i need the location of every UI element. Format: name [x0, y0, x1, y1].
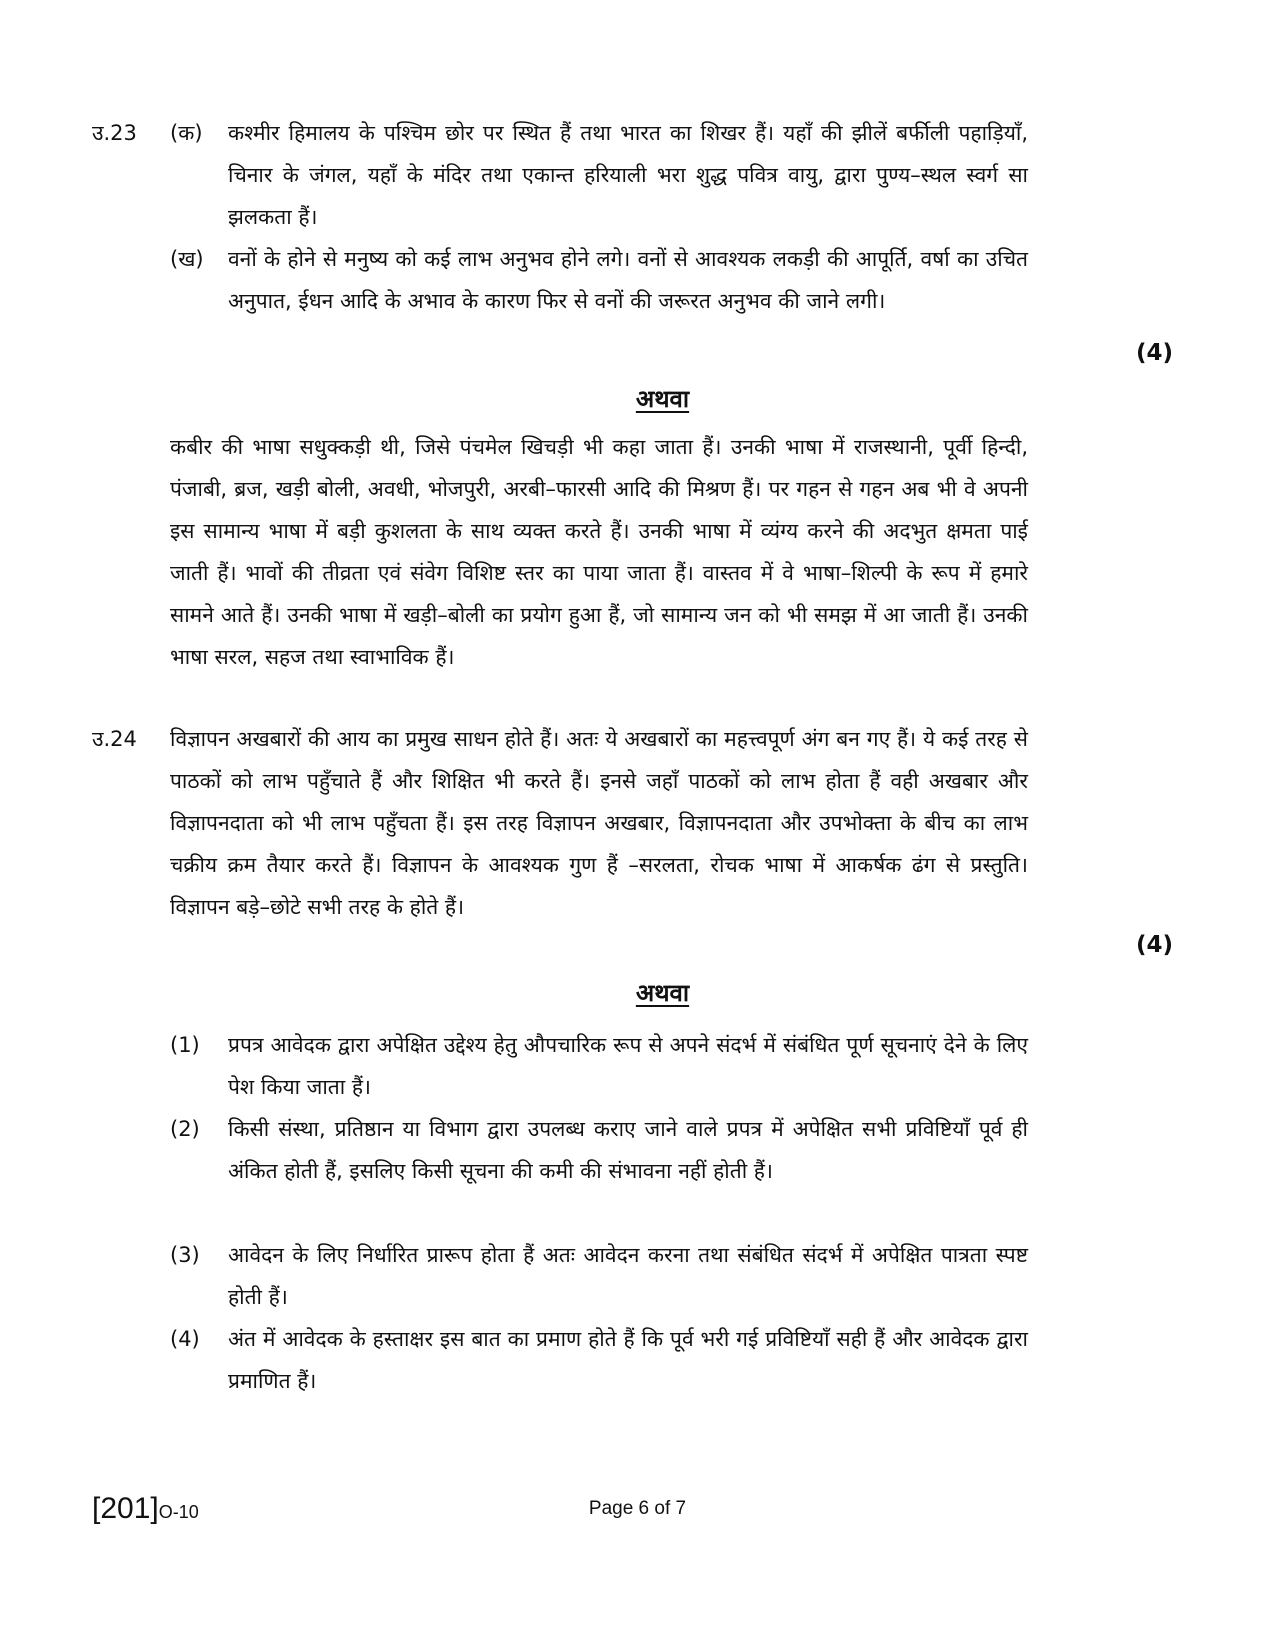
question-number-24: उ.24: [92, 727, 137, 751]
point-text-2: किसी संस्था, प्रतिष्ठान या विभाग द्वारा उपलब्ध कराए जाने वाले प्रपत्र में अपेक्षित सभी प्रविष्टियाँ पूर्व ही अंकित होती हैं, इसलिए किसी सूचना की कमी की संभावना नहीं होती हैं।: [228, 1117, 1028, 1183]
part-b-text: वनों के होने से मनुष्य को कई लाभ अनुभव होने लगे। वनों से आवश्यक लकड़ी की आपूर्ति, वर्षा का उचित अनुपात, ईधन आदि के अभाव के कारण फिर से वनों की जरूरत अनुभव की जाने लगी।: [228, 247, 1028, 313]
point-text-1: प्रपत्र आवेदक द्वारा अपेक्षित उद्देश्य हेतु औपचारिक रूप से अपने संदर्भ में संबंधित पूर्ण सूचनाएं देने के लिए पेश किया जाता हैं।: [228, 1033, 1028, 1099]
point-label-1: (1): [170, 1033, 200, 1057]
marks-q23: (4): [1136, 340, 1174, 366]
point-label-4: (4): [170, 1327, 200, 1351]
page-number: Page 6 of 7: [588, 1498, 687, 1519]
point-text-4: अंत में आवेदक के हस्ताक्षर इस बात का प्रमाण होते हैं कि पूर्व भरी गई प्रविष्टियाँ सही हैं और आवेदक द्वारा प्रमाणित हैं।: [228, 1327, 1028, 1393]
paper-code-sub: O-10: [158, 1502, 199, 1522]
marks-q24: (4): [1136, 932, 1174, 958]
point-text-3: आवेदन के लिए निर्धारित प्रारूप होता हैं अतः आवेदन करना तथा संबंधित संदर्भ में अपेक्षित पात्रता स्पष्ट होती हैं।: [228, 1243, 1028, 1309]
athva-heading-2: अथवा: [635, 979, 690, 1007]
point-label-2: (2): [170, 1117, 200, 1141]
question-number-23: उ.23: [92, 121, 137, 145]
paper-code-main: [201]: [92, 1492, 159, 1525]
q24-text: विज्ञापन अखबारों की आय का प्रमुख साधन होते हैं। अतः ये अखबारों का महत्त्वपूर्ण अंग बन गए हैं। ये कई तरह से पाठकों को लाभ पहुँचाते हैं और शिक्षित भी करते हैं। इनसे जहाँ पाठकों को लाभ होता हैं वही अखबार और विज्ञापनदाता को भी लाभ पहुँचता हैं। इस तरह विज्ञापन अखबार, विज्ञापनदाता और उपभोक्ता के बीच का लाभ चक्रीय क्रम तैयार करते हैं। विज्ञापन के आवश्यक गुण हैं –सरलता, रोचक भाषा में आकर्षक ढंग से प्रस्तुति। विज्ञापन बड़े–छोटे सभी तरह के होते हैं।: [170, 727, 1028, 919]
point-label-3: (3): [170, 1243, 200, 1267]
athva-heading-1: अथवा: [635, 385, 690, 413]
part-a-text: कश्मीर हिमालय के पश्चिम छोर पर स्थित हैं तथा भारत का शिखर हैं। यहाँ की झीलें बर्फीली पहाड़ियाँ, चिनार के जंगल, यहाँ के मंदिर तथा एकान्त हरियाली भरा शुद्ध पवित्र वायु, द्वारा पुण्य–स्थल स्वर्ग सा झलकता हैं।: [228, 121, 1028, 229]
part-b-label: (ख): [170, 247, 204, 271]
q23-alternative-text: कबीर की भाषा सधुक्कड़ी थी, जिसे पंचमेल खिचड़ी भी कहा जाता हैं। उनकी भाषा में राजस्थानी, पूर्वी हिन्दी, पंजाबी, ब्रज, खड़ी बोली, अवधी, भोजपुरी, अरबी–फारसी आदि की मिश्रण हैं। पर गहन से गहन अब भी वे अपनी इस सामान्य भाषा में बड़ी कुशलता के साथ व्यक्त करते हैं। उनकी भाषा में व्यंग्य करने की अदभुत क्षमता पाई जाती हैं। भावों की तीव्रता एवं संवेग विशिष्ट स्तर का पाया जाता हैं। वास्तव में वे भाषा–शिल्पी के रूप में हमारे सामने आते हैं। उनकी भाषा में खड़ी–बोली का प्रयोग हुआ हैं, जो सामान्य जन को भी समझ में आ जाती हैं। उनकी भाषा सरल, सहज तथा स्वाभाविक हैं।: [170, 435, 1028, 669]
part-a-label: (क): [170, 121, 203, 145]
